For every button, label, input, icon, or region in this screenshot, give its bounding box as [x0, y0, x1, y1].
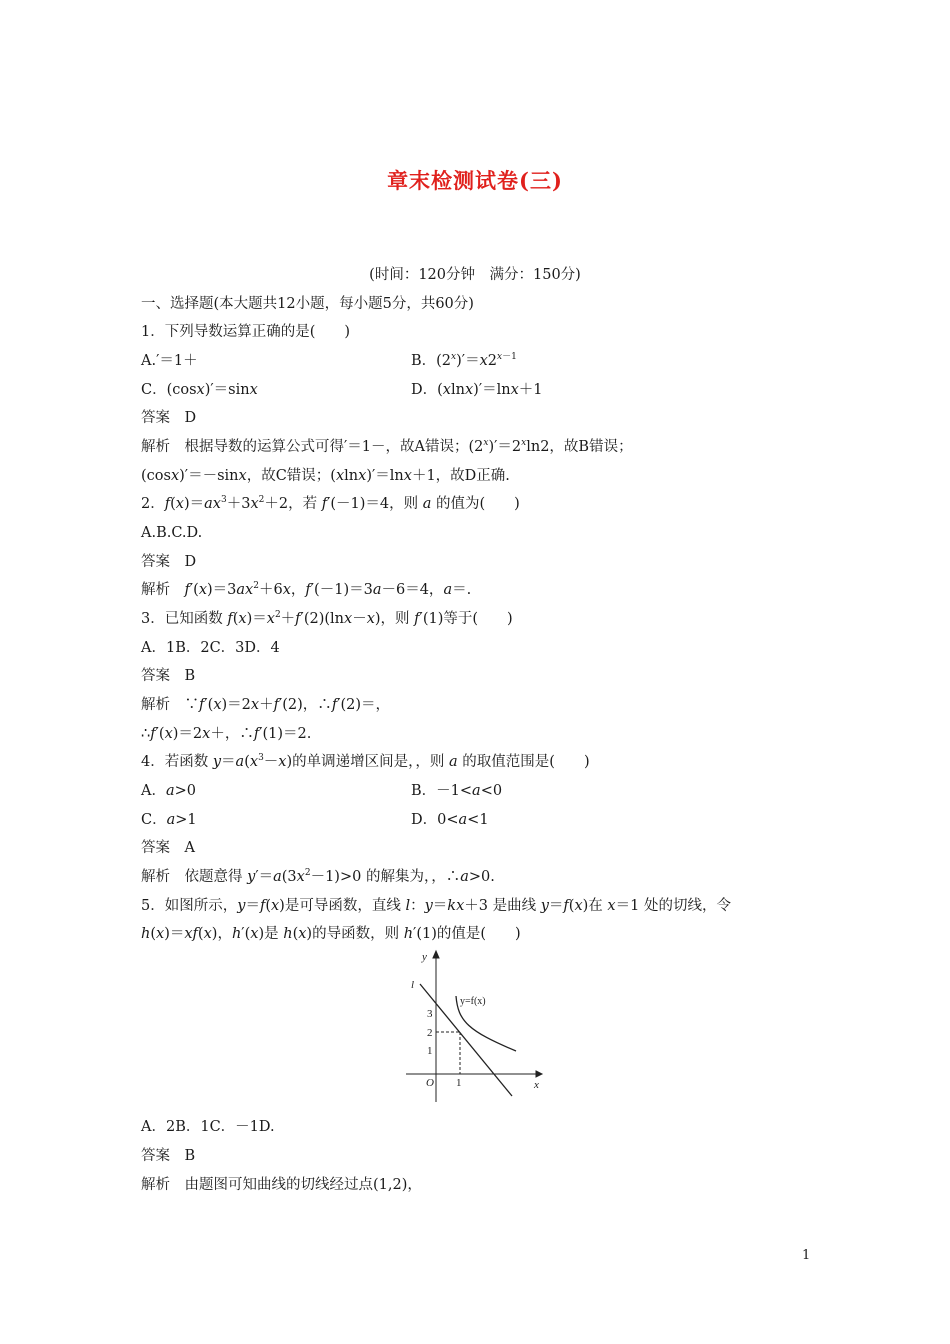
- q1-option-c: C．(cosx)′＝sinx: [141, 382, 258, 398]
- x-axis-arrow: [536, 1071, 542, 1077]
- q2-answer: 答案 D: [141, 554, 197, 570]
- q3-solution-line2: ∴f′(x)＝2x＋，∴f′(1)＝2.: [141, 726, 312, 742]
- page-title: 章末检测试卷(三): [387, 168, 563, 193]
- q3-solution-line1: 解析 ∵f′(x)＝2x＋f′(2)，∴f′(2)＝，: [141, 697, 391, 713]
- section-heading: 一、选择题(本大题共12小题，每小题5分，共60分): [141, 296, 474, 312]
- q1-solution-line2: (cosx)′＝－sinx，故C错误；(xlnx)′＝lnx＋1，故D正确.: [141, 468, 510, 484]
- q3-options: A．1B．2C．3D．4: [141, 640, 280, 656]
- q4-option-b: B．－1<a<0: [411, 783, 503, 799]
- q2-solution: 解析 $f'(x)=3ax^2+6x$，f′(－1)＝3a－6＝4，a＝.: [141, 581, 472, 598]
- q1-answer: 答案 D: [141, 410, 197, 426]
- tick-y-3: 3: [427, 1008, 433, 1020]
- q4-answer: 答案 A: [141, 840, 195, 856]
- page-number: 1: [802, 1248, 811, 1263]
- q1-option-b: B．$(2^x)'=x2^{x-1}$: [411, 352, 517, 369]
- tick-y-1: 1: [427, 1045, 433, 1057]
- exam-info: (时间：120分钟 满分：150分): [369, 267, 581, 283]
- q1-option-a: A.′＝1＋: [141, 353, 198, 369]
- q4-option-a: A．a>0: [141, 783, 197, 799]
- q5-options: A．2B．1C．－1D.: [141, 1119, 275, 1135]
- y-axis-label: y: [422, 951, 427, 963]
- question-3-stem: 3．已知函数 $f(x)=x^2+f'(2)(\ln x-x)$，则 f′(1)等于( ): [141, 610, 513, 627]
- q1-solution-line1: 解析 根据导数的运算公式可得′＝1－，故A错误；$(2^x)'=2^x\ln 2$，故B错误；: [141, 438, 633, 455]
- q4-option-d: D．0<a<1: [411, 812, 489, 828]
- q1-option-d: D．(xlnx)′＝lnx＋1: [411, 382, 543, 398]
- question-2-stem: 2．$f(x)=ax^3+3x^2+2$，若 f′(－1)＝4，则 a 的值为( ): [141, 495, 520, 512]
- q3-answer: 答案 B: [141, 668, 196, 684]
- question-1-stem: 1．下列导数运算正确的是( ): [141, 324, 351, 340]
- tick-x-1: 1: [456, 1077, 462, 1089]
- tangent-line-figure: [398, 946, 548, 1106]
- y-axis-arrow: [433, 951, 439, 958]
- q2-options: A.B.C.D.: [141, 525, 203, 541]
- q5-solution: 解析 由题图可知曲线的切线经过点(1,2)，: [141, 1177, 422, 1193]
- question-5-stem-line1: 5．如图所示，y＝f(x)是可导函数，直线 l：y＝kx＋3 是曲线 y＝f(x)在 x＝1 处的切线，令: [141, 898, 731, 914]
- line-l-label: l: [411, 979, 415, 991]
- q5-answer: 答案 B: [141, 1148, 196, 1164]
- x-axis-label: x: [534, 1079, 539, 1091]
- q4-solution: 解析 依题意得 $y'=a(3x^2-1)>0$ 的解集为，，∴a>0.: [141, 868, 495, 885]
- question-5-stem-line2: h(x)＝xf(x)，h′(x)是 h(x)的导函数，则 h′(1)的值是( ): [141, 926, 521, 942]
- q4-option-c: C．a>1: [141, 812, 197, 828]
- origin-label: O: [426, 1077, 434, 1089]
- question-4-stem: 4．若函数 $y=a(x^3-x)$的单调递增区间是，，则 a 的取值范围是( ): [141, 753, 590, 770]
- tick-y-2: 2: [427, 1027, 433, 1039]
- curve-label: y=f(x): [460, 996, 486, 1007]
